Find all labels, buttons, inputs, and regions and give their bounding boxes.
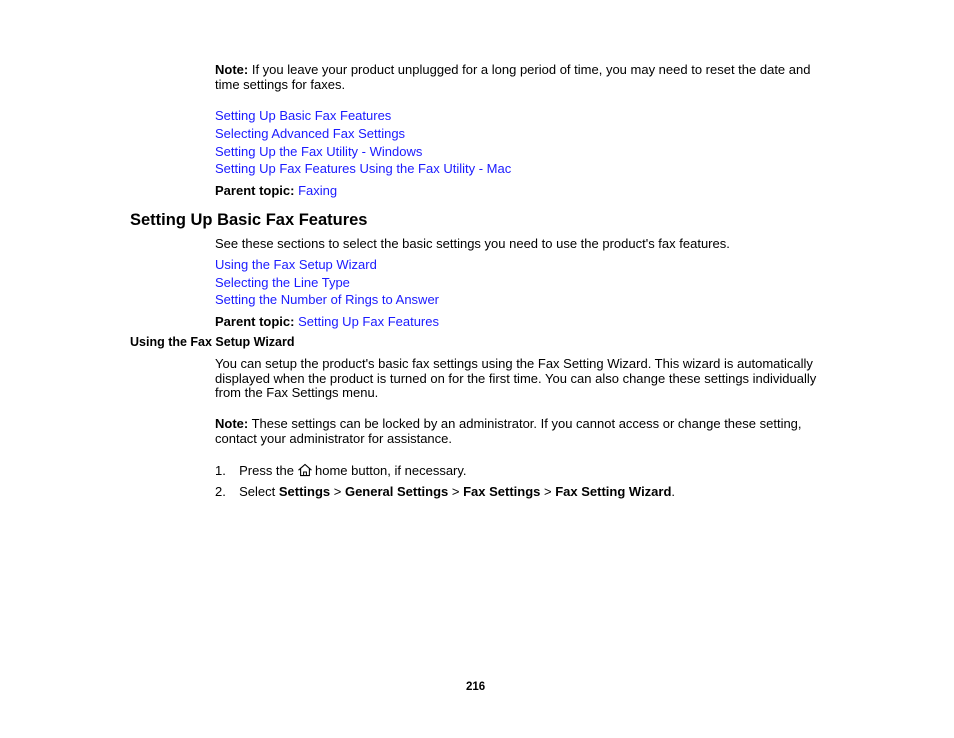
step-2 bbox=[215, 484, 675, 499]
menu-fax-setting-wizard: Fax Setting Wizard bbox=[555, 484, 672, 499]
parent-topic-link-faxing[interactable]: Faxing bbox=[298, 183, 338, 198]
note-text-line1: If you leave your product unplugged for a long period of time, you may need to reset the date and bbox=[248, 62, 811, 77]
home-icon bbox=[297, 463, 313, 477]
step-1-text-after: home button, if necessary. bbox=[315, 463, 467, 478]
subsection-paragraph bbox=[215, 357, 816, 401]
subsection-para-line2: displayed when the product is turned on for the first time. You can also change these settings individually bbox=[215, 370, 817, 386]
step-1 bbox=[215, 463, 467, 478]
section-parent-label: Parent topic: bbox=[215, 314, 295, 329]
step-2-number: 2. bbox=[215, 484, 226, 499]
menu-settings: Settings bbox=[278, 484, 331, 499]
link-fax-utility-windows[interactable]: Setting Up the Fax Utility - Windows bbox=[215, 144, 423, 159]
link-fax-utility-mac[interactable]: Setting Up Fax Features Using the Fax Utility - Mac bbox=[215, 161, 512, 176]
subsection-note-line1: These settings can be locked by an administrator. If you cannot access or change these setting, bbox=[248, 416, 802, 431]
link-line-type[interactable]: Selecting the Line Type bbox=[215, 275, 350, 290]
section-heading: Setting Up Basic Fax Features bbox=[130, 211, 368, 229]
link-rings-to-answer[interactable]: Setting the Number of Rings to Answer bbox=[215, 292, 440, 307]
subsection-para-line3: from the Fax Settings menu. bbox=[215, 385, 379, 400]
link-selecting-advanced-fax-settings[interactable]: Selecting Advanced Fax Settings bbox=[215, 126, 406, 141]
section-parent-topic bbox=[215, 314, 439, 329]
step-1-number: 1. bbox=[215, 463, 226, 478]
link-fax-setup-wizard[interactable]: Using the Fax Setup Wizard bbox=[215, 257, 377, 272]
link-setting-up-basic-fax-features[interactable]: Setting Up Basic Fax Features bbox=[215, 108, 392, 123]
note-paragraph bbox=[215, 63, 810, 92]
parent-topic-label: Parent topic: bbox=[215, 183, 295, 198]
parent-topic bbox=[215, 183, 337, 198]
section-parent-link[interactable]: Setting Up Fax Features bbox=[298, 314, 439, 329]
step-2-select: Select bbox=[239, 484, 279, 499]
page-number: 216 bbox=[466, 681, 486, 693]
subsection-note-label: Note: bbox=[215, 416, 249, 431]
note-label: Note: bbox=[215, 62, 249, 77]
separator: > bbox=[330, 484, 345, 499]
menu-general-settings: General Settings bbox=[344, 484, 449, 499]
subsection-heading: Using the Fax Setup Wizard bbox=[130, 335, 295, 349]
section-intro: See these sections to select the basic settings you need to use the product's fax features. bbox=[215, 236, 730, 251]
step-2-end: . bbox=[671, 484, 676, 499]
subsection-para-line1: You can setup the product's basic fax settings using the Fax Setting Wizard. This wizard is automatically bbox=[215, 356, 813, 371]
separator: > bbox=[448, 484, 464, 499]
step-1-text-before: Press the bbox=[239, 463, 295, 478]
subsection-note-line2: contact your administrator for assistance. bbox=[215, 430, 452, 446]
separator: > bbox=[540, 484, 556, 499]
menu-fax-settings: Fax Settings bbox=[463, 484, 541, 499]
note-text-line2: time settings for faxes. bbox=[215, 76, 346, 92]
subsection-note bbox=[215, 417, 802, 446]
